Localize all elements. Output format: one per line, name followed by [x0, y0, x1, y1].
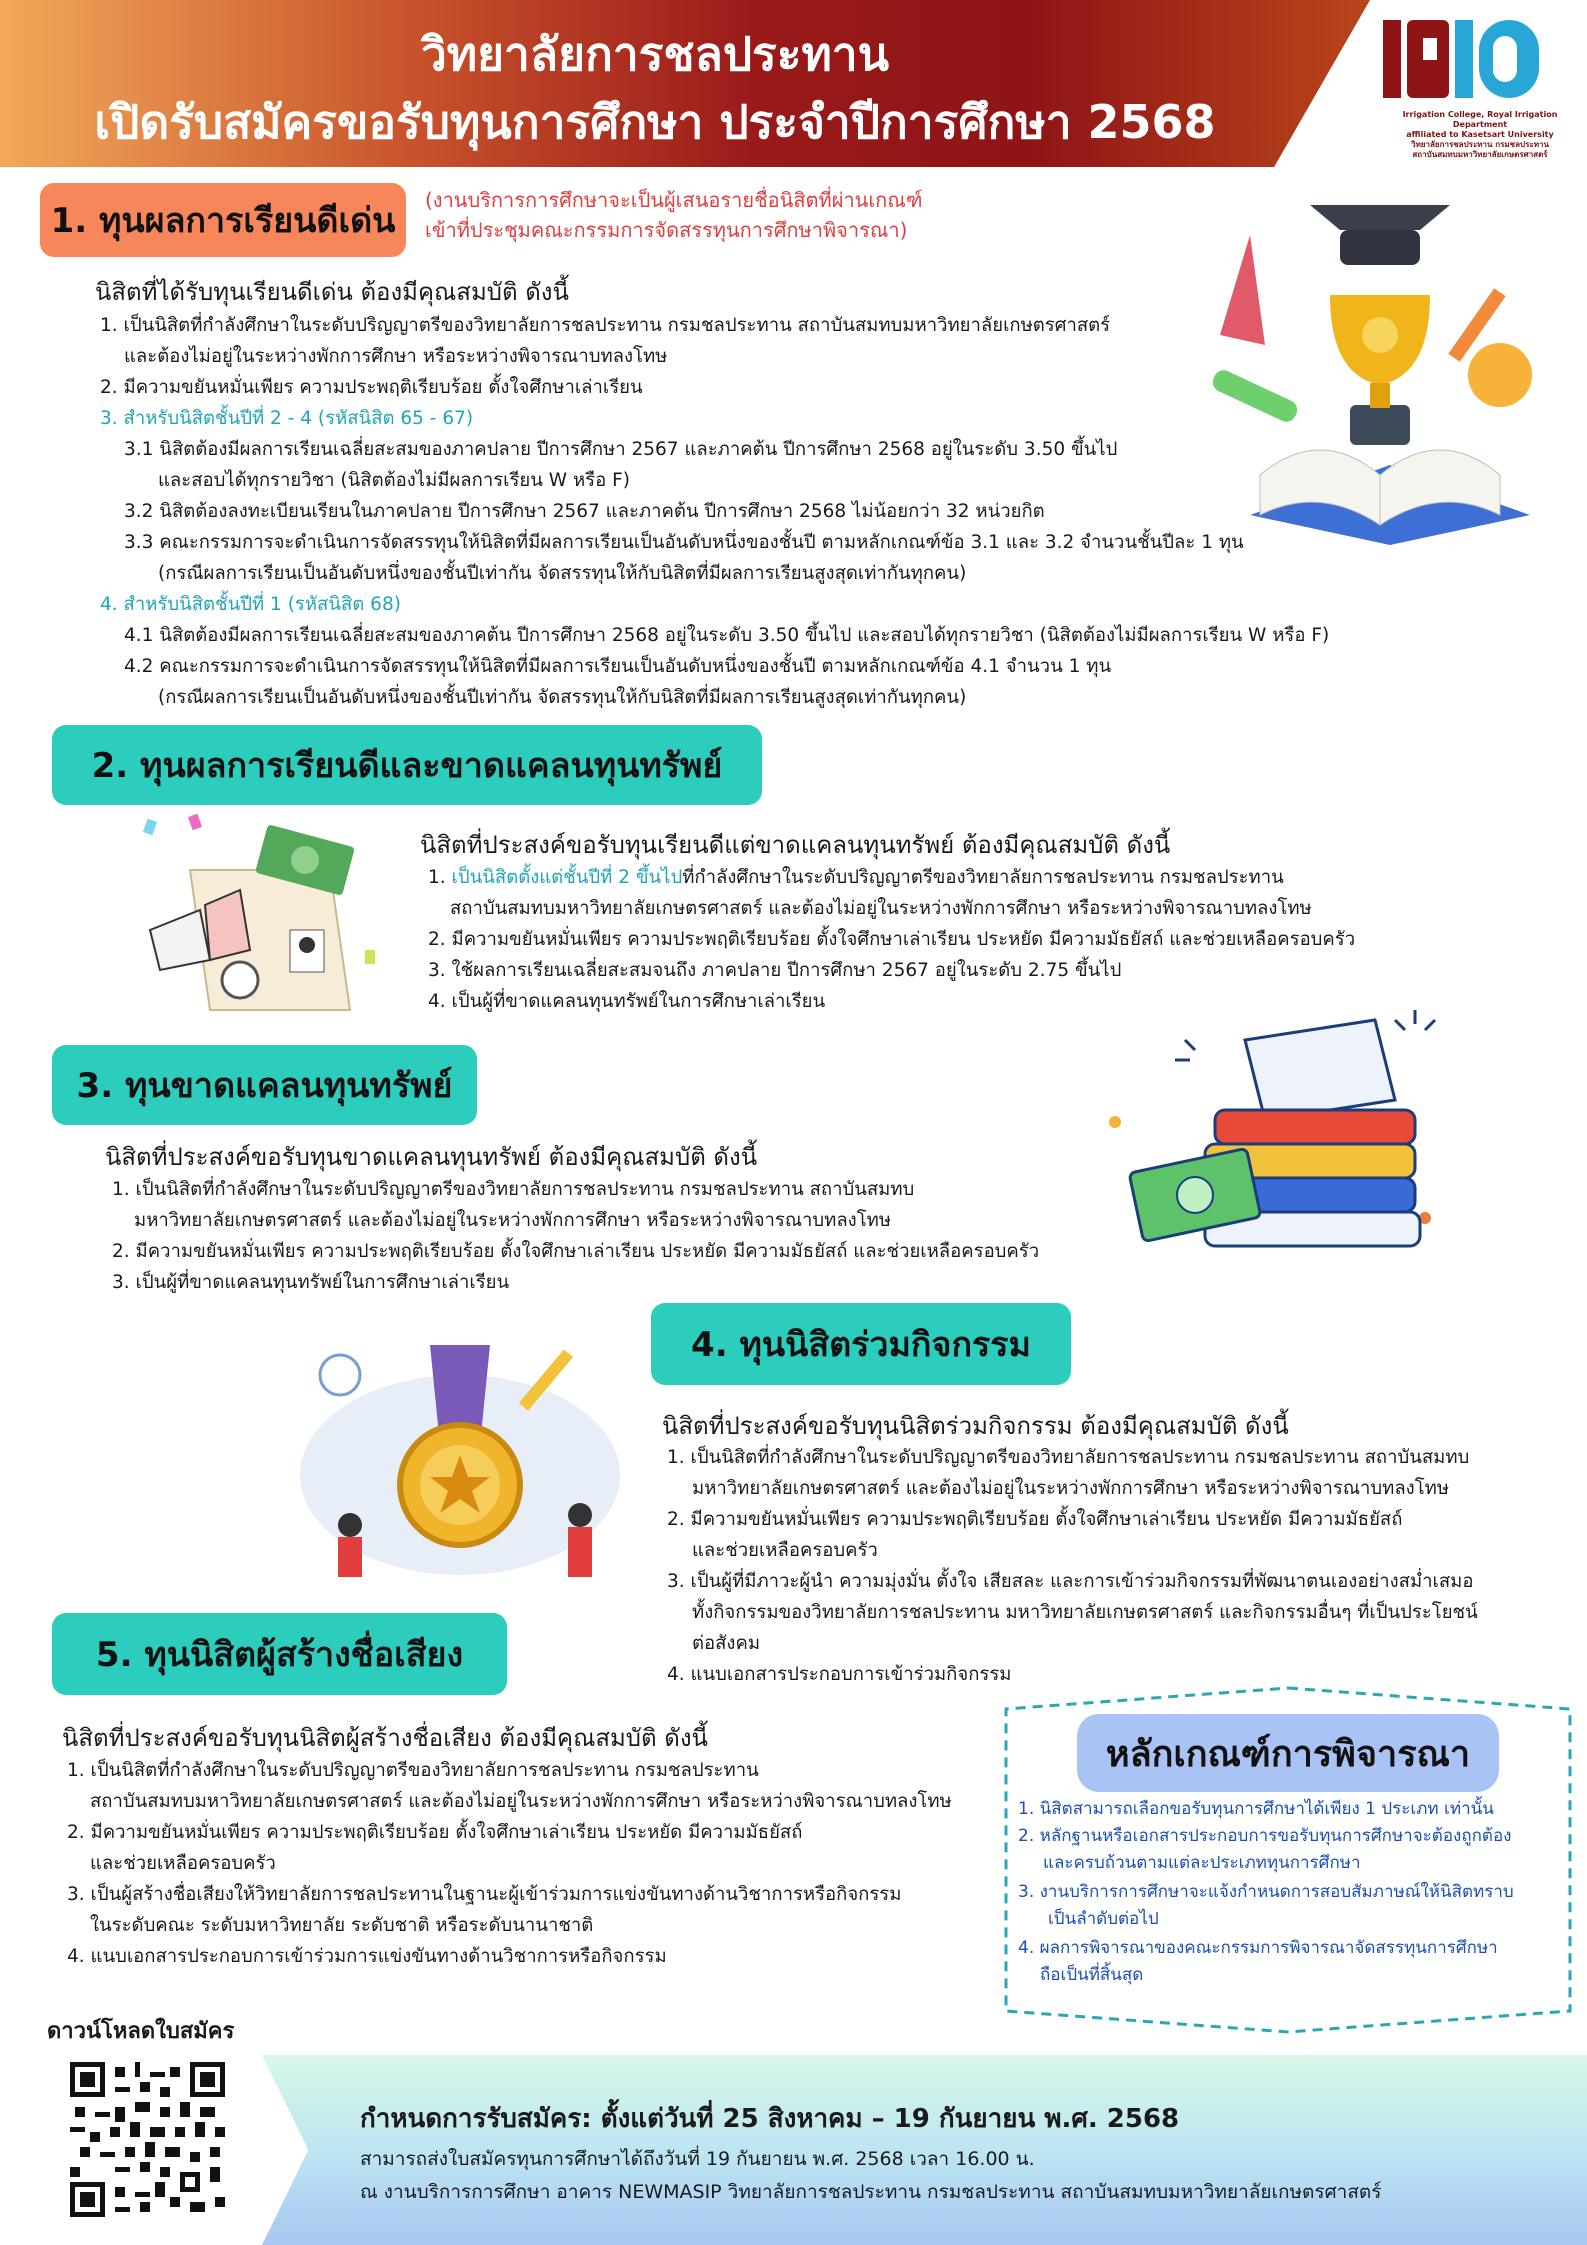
s5-item3-line2: ในระดับคณะ ระดับมหาวิทยาลัย ระดับชาติ หรือระดับนานาชาติ	[90, 1915, 594, 1936]
section3-title: 3. ทุนขาดแคลนทุนทรัพย์	[52, 1045, 477, 1125]
header-title-line2: เปิดรับสมัครขอรับทุนการศึกษา ประจำปีการศึกษา 2568	[94, 95, 1216, 149]
s1-item3-3-line2: (กรณีผลการเรียนเป็นอันดับหนึ่งของชั้นปีเท่ากัน จัดสรรทุนให้กับนิสิตที่มีผลการเรียนสูงสุดเท่ากันทุกคน)	[158, 563, 967, 584]
s5-item1-line2: สถาบันสมทบมหาวิทยาลัยเกษตรศาสตร์ และต้องไม่อยู่ในระหว่างพักการศึกษา หรือระหว่างพิจารณาบทลงโทษ	[90, 1791, 952, 1812]
logo-caption-2: affiliated to Kasetsart University	[1406, 130, 1554, 139]
s1-item2: 2. มีความขยันหมั่นเพียร ความประพฤติเรียบร้อย ตั้งใจศึกษาเล่าเรียน	[100, 377, 643, 398]
s4-item3-line1: 3. เป็นผู้ที่มีภาวะผู้นำ ความมุ่งมั่น ตั้งใจ เสียสละ และการเข้าร่วมกิจกรรมที่พัฒนาตนเองอย่างสม่ำเสมอ	[667, 1571, 1474, 1592]
header-title-line1: วิทยาลัยการชลประทาน	[420, 27, 890, 81]
s2-item3: 3. ใช้ผลการเรียนเฉลี่ยสะสมจนถึง ภาคปลาย ปีการศึกษา 2567 อยู่ในระดับ 2.75 ขึ้นไป	[428, 960, 1122, 981]
s5-item1-line1: 1. เป็นนิสิตที่กำลังศึกษาในระดับปริญญาตรีของวิทยาลัยการชลประทาน กรมชลประทาน	[67, 1760, 759, 1781]
s3-item2: 2. มีความขยันหมั่นเพียร ความประพฤติเรียบร้อย ตั้งใจศึกษาเล่าเรียน ประหยัด มีความมัธยัสถ์ และช่วยเหลือครอบครัว	[112, 1241, 1040, 1262]
s3-item1-line1: 1. เป็นนิสิตที่กำลังศึกษาในระดับปริญญาตรีของวิทยาลัยการชลประทาน กรมชลประทาน สถาบันสมทบ	[112, 1179, 915, 1200]
s2-item1-highlight: เป็นนิสิตตั้งแต่ชั้นปีที่ 2 ขึ้นไป	[451, 867, 683, 888]
submission-deadline: สามารถส่งใบสมัครทุนการศึกษาได้ถึงวันที่ 19 กันยายน พ.ศ. 2568 เวลา 16.00 น.	[360, 2148, 1035, 2170]
s2-item1-rest: ที่กำลังศึกษาในระดับปริญญาตรีของวิทยาลัยการชลประทาน กรมชลประทาน	[682, 867, 1284, 888]
logo-caption-4: สถาบันสมทบมหาวิทยาลัยเกษตรศาสตร์	[1412, 150, 1548, 159]
s4-item3-line3: ต่อสังคม	[692, 1633, 761, 1654]
criteria-item2-line1: 2. หลักฐานหรือเอกสารประกอบการขอรับทุนการศึกษาจะต้องถูกต้อง	[1018, 1826, 1512, 1846]
section2-lead: นิสิตที่ประสงค์ขอรับทุนเรียนดีแต่ขาดแคลนทุนทรัพย์ ต้องมีคุณสมบัติ ดังนี้	[420, 831, 1171, 859]
s2-item1-line2: สถาบันสมทบมหาวิทยาลัยเกษตรศาสตร์ และต้องไม่อยู่ในระหว่างพักการศึกษา หรือระหว่างพิจารณาบทลงโทษ	[450, 898, 1312, 919]
books-money-illustration	[1095, 1010, 1455, 1280]
section3-lead: นิสิตที่ประสงค์ขอรับทุนขาดแคลนทุนทรัพย์ ต้องมีคุณสมบัติ ดังนี้	[105, 1143, 758, 1171]
logo-caption-1: Irrigation College, Royal Irrigation Department	[1402, 110, 1558, 129]
criteria-item2-line2: และครบถ้วนตามแต่ละประเภททุนการศึกษา	[1043, 1853, 1361, 1873]
s5-item4: 4. แนบเอกสารประกอบการเข้าร่วมการแข่งขันทางด้านวิชาการหรือกิจกรรม	[67, 1946, 667, 1967]
s1-item4-2-line2: (กรณีผลการเรียนเป็นอันดับหนึ่งของชั้นปีเท่ากัน จัดสรรทุนให้กับนิสิตที่มีผลการเรียนสูงสุดเท่ากันทุกคน)	[158, 687, 967, 708]
s2-item2: 2. มีความขยันหมั่นเพียร ความประพฤติเรียบร้อย ตั้งใจศึกษาเล่าเรียน ประหยัด มีความมัธยัสถ์ และช่วยเหลือครอบครัว	[428, 929, 1356, 950]
s5-item3-line1: 3. เป็นผู้สร้างชื่อเสียงให้วิทยาลัยการชลประทานในฐานะผู้เข้าร่วมการแข่งขันทางด้านวิชาการหรือกิจกรรม	[67, 1884, 902, 1905]
submission-location: ณ งานบริการการศึกษา อาคาร NEWMASIP วิทยาลัยการชลประทาน กรมชลประทาน สถาบันสมทบมหาวิทยาลัยเกษตรศาสตร์	[360, 2181, 1382, 2203]
s3-item1-line2: มหาวิทยาลัยเกษตรศาสตร์ และต้องไม่อยู่ในระหว่างพักการศึกษา หรือระหว่างพิจารณาบทลงโทษ	[134, 1210, 892, 1231]
qr-code[interactable]	[70, 2062, 225, 2217]
s2-item1-prefix: 1.	[428, 867, 452, 888]
criteria-item3-line1: 3. งานบริการการศึกษาจะแจ้งกำหนดการสอบสัมภาษณ์ให้นิสิตทราบ	[1018, 1882, 1514, 1902]
s4-item4: 4. แนบเอกสารประกอบการเข้าร่วมกิจกรรม	[667, 1664, 1012, 1685]
s2-item1-line1	[428, 862, 1284, 893]
s4-item1-line1: 1. เป็นนิสิตที่กำลังศึกษาในระดับปริญญาตรีของวิทยาลัยการชลประทาน กรมชลประทาน สถาบันสมทบ	[667, 1447, 1470, 1468]
s5-item2-line2: และช่วยเหลือครอบครัว	[90, 1853, 276, 1874]
section4-lead: นิสิตที่ประสงค์ขอรับทุนนิสิตร่วมกิจกรรม ต้องมีคุณสมบัติ ดังนี้	[662, 1412, 1289, 1440]
s1-item4-1: 4.1 นิสิตต้องมีผลการเรียนเฉลี่ยสะสมของภาคต้น ปีการศึกษา 2568 อยู่ในระดับ 3.50 ขึ้นไป และสอบได้ทุกรายวิชา (นิสิตต้องไม่มีผลการเรียน W หรือ F)	[124, 625, 1330, 646]
section1-note-line1: (งานบริการการศึกษาจะเป็นผู้เสนอรายชื่อนิสิตที่ผ่านเกณฑ์	[425, 188, 923, 212]
application-deadline: กำหนดการรับสมัคร: ตั้งแต่วันที่ 25 สิงหาคม – 19 กันยายน พ.ศ. 2568	[360, 2104, 1180, 2134]
s1-item1-line2: และต้องไม่อยู่ในระหว่างพักการศึกษา หรือระหว่างพิจารณาบทลงโทษ	[124, 346, 668, 367]
section5-lead: นิสิตที่ประสงค์ขอรับทุนนิสิตผู้สร้างชื่อเสียง ต้องมีคุณสมบัติ ดังนี้	[62, 1724, 708, 1752]
s1-item1-line1: 1. เป็นนิสิตที่กำลังศึกษาในระดับปริญญาตรีของวิทยาลัยการชลประทาน กรมชลประทาน สถาบันสมทบมหาวิทยาลัยเกษตรศาสตร์	[100, 315, 1111, 336]
scholarship-certificate-illustration	[130, 810, 390, 1020]
criteria-title: หลักเกณฑ์การพิจารณา	[1077, 1714, 1499, 1792]
s3-item3: 3. เป็นผู้ที่ขาดแคลนทุนทรัพย์ในการศึกษาเล่าเรียน	[112, 1272, 510, 1293]
trophy-book-illustration	[1190, 175, 1570, 545]
criteria-item1: 1. นิสิตสามารถเลือกขอรับทุนการศึกษาได้เพียง 1 ประเภท เท่านั้น	[1018, 1799, 1494, 1819]
s1-item4-heading: 4. สำหรับนิสิตชั้นปีที่ 1 (รหัสนิสิต 68)	[100, 594, 401, 615]
s1-item3-1-line1: 3.1 นิสิตต้องมีผลการเรียนเฉลี่ยสะสมของภาคปลาย ปีการศึกษา 2567 และภาคต้น ปีการศึกษา 2568 อยู่ในระดับ 3.50 ขึ้นไป	[124, 439, 1118, 460]
criteria-item3-line2: เป็นลำดับต่อไป	[1048, 1909, 1159, 1929]
s4-item1-line2: มหาวิทยาลัยเกษตรศาสตร์ และต้องไม่อยู่ในระหว่างพักการศึกษา หรือระหว่างพิจารณาบทลงโทษ	[692, 1478, 1450, 1499]
logo-caption-3: วิทยาลัยการชลประทาน กรมชลประทาน	[1411, 140, 1549, 149]
s4-item2-line1: 2. มีความขยันหมั่นเพียร ความประพฤติเรียบร้อย ตั้งใจศึกษาเล่าเรียน ประหยัด มีความมัธยัสถ์	[667, 1509, 1403, 1530]
criteria-item4-line1: 4. ผลการพิจารณาของคณะกรรมการพิจารณาจัดสรรทุนการศึกษา	[1018, 1938, 1498, 1958]
s4-item2-line2: และช่วยเหลือครอบครัว	[692, 1540, 878, 1561]
criteria-item4-line2: ถือเป็นที่สิ้นสุด	[1040, 1965, 1144, 1985]
section5-title: 5. ทุนนิสิตผู้สร้างชื่อเสียง	[52, 1613, 507, 1695]
s5-item2-line1: 2. มีความขยันหมั่นเพียร ความประพฤติเรียบร้อย ตั้งใจศึกษาเล่าเรียน ประหยัด มีความมัธยัสถ์	[67, 1822, 803, 1843]
section1-note-line2: เข้าที่ประชุมคณะกรรมการจัดสรรทุนการศึกษาพิจารณา)	[425, 218, 908, 242]
s1-item3-3-line1: 3.3 คณะกรรมการจะดำเนินการจัดสรรทุนให้นิสิตที่มีผลการเรียนเป็นอันดับหนึ่งของชั้นปี ตามหลักเกณฑ์ข้อ 3.1 และ 3.2 จำนวนชั้นปีละ 1 ทุน	[124, 532, 1244, 553]
medal-students-illustration	[290, 1325, 630, 1585]
section4-title: 4. ทุนนิสิตร่วมกิจกรรม	[651, 1303, 1071, 1385]
download-label: ดาวน์โหลดใบสมัคร	[47, 2019, 235, 2044]
s1-item4-2-line1: 4.2 คณะกรรมการจะดำเนินการจัดสรรทุนให้นิสิตที่มีผลการเรียนเป็นอันดับหนึ่งของชั้นปี ตามหลักเกณฑ์ข้อ 4.1 จำนวน 1 ทุน	[124, 656, 1112, 677]
logo-caption	[1380, 110, 1580, 160]
s1-item3-1-line2: และสอบได้ทุกรายวิชา (นิสิตต้องไม่มีผลการเรียน W หรือ F)	[158, 470, 630, 491]
s4-item3-line2: ทั้งกิจกรรมของวิทยาลัยการชลประทาน มหาวิทยาลัยเกษตรศาสตร์ และกิจกรรมอื่นๆ ที่เป็นประโยชน์	[692, 1602, 1478, 1623]
section1-lead: นิสิตที่ได้รับทุนเรียนดีเด่น ต้องมีคุณสมบัติ ดังนี้	[95, 278, 569, 306]
section2-title: 2. ทุนผลการเรียนดีและขาดแคลนทุนทรัพย์	[52, 725, 762, 805]
s1-item3-heading: 3. สำหรับนิสิตชั้นปีที่ 2 - 4 (รหัสนิสิต 65 - 67)	[100, 408, 474, 429]
s1-item3-2: 3.2 นิสิตต้องลงทะเบียนเรียนในภาคปลาย ปีการศึกษา 2567 และภาคต้น ปีการศึกษา 2568 ไม่น้อยกว่า 32 หน่วยกิต	[124, 501, 1045, 522]
section1-title: 1. ทุนผลการเรียนดีเด่น	[40, 183, 406, 257]
s2-item4: 4. เป็นผู้ที่ขาดแคลนทุนทรัพย์ในการศึกษาเล่าเรียน	[428, 991, 826, 1012]
